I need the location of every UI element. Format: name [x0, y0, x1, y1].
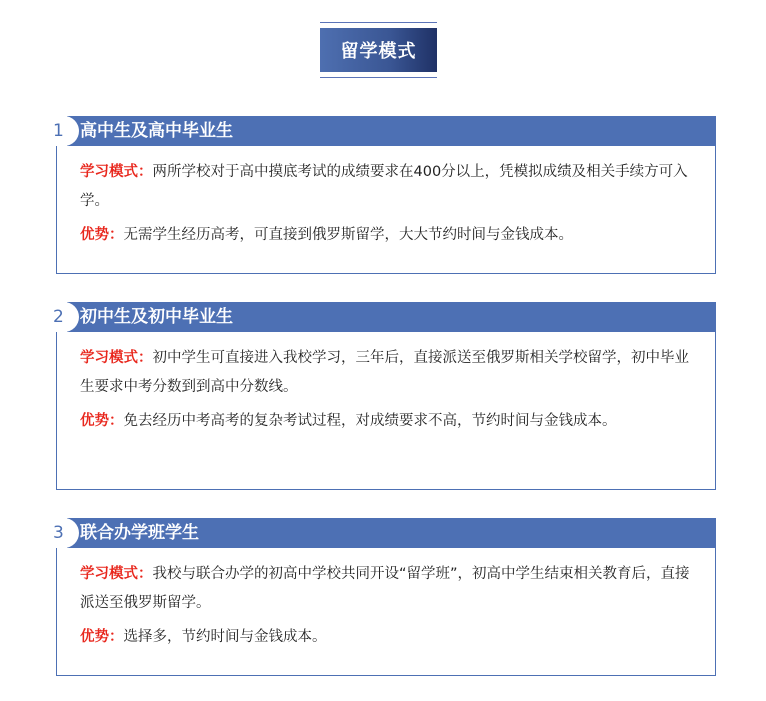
- section-header: [49, 116, 716, 146]
- advantage-label: 优势：: [80, 413, 124, 429]
- section-number: 1: [49, 116, 79, 146]
- study-mode-paragraph: [80, 344, 693, 402]
- study-mode-label: 学习模式：: [80, 566, 153, 582]
- advantage-text: 免去经历中考高考的复杂考试过程，对成绩要求不高，节约时间与金钱成本。: [123, 413, 617, 429]
- advantage-label: 优势：: [80, 629, 124, 645]
- study-mode-paragraph: [80, 158, 693, 216]
- section-body: [56, 332, 716, 490]
- page-title: 留学模式: [320, 28, 437, 72]
- section-number: 3: [49, 518, 79, 548]
- advantage-paragraph: [80, 221, 693, 250]
- section-body: [56, 548, 716, 676]
- section-title: 初中生及初中毕业生: [80, 307, 233, 327]
- study-mode-text: 两所学校对于高中摸底考试的成绩要求在400分以上，凭模拟成绩及相关手续方可入学。: [80, 164, 688, 209]
- advantage-paragraph: [80, 623, 693, 652]
- study-mode-text: 我校与联合办学的初高中学校共同开设“留学班”，初高中学生结束相关教育后，直接派送至俄罗斯留学。: [80, 566, 690, 611]
- study-mode-label: 学习模式：: [80, 164, 153, 180]
- section-body: [56, 146, 716, 274]
- section-header: [49, 302, 716, 332]
- title-divider-bottom: [320, 77, 437, 78]
- study-mode-text: 初中学生可直接进入我校学习，三年后，直接派送至俄罗斯相关学校留学，初中毕业生要求中考分数到到高中分数线。: [80, 350, 689, 395]
- section-title: 联合办学班学生: [80, 523, 199, 543]
- advantage-label: 优势：: [80, 227, 124, 243]
- section-number: 2: [49, 302, 79, 332]
- advantage-paragraph: [80, 407, 693, 436]
- advantage-text: 无需学生经历高考，可直接到俄罗斯留学，大大节约时间与金钱成本。: [123, 227, 573, 243]
- section-header: [49, 518, 716, 548]
- page-title-banner: [320, 22, 437, 78]
- title-divider-top: [320, 22, 437, 23]
- advantage-text: 选择多，节约时间与金钱成本。: [123, 629, 327, 645]
- section-title: 高中生及高中毕业生: [80, 121, 233, 141]
- study-mode-label: 学习模式：: [80, 350, 153, 366]
- study-mode-paragraph: [80, 560, 693, 618]
